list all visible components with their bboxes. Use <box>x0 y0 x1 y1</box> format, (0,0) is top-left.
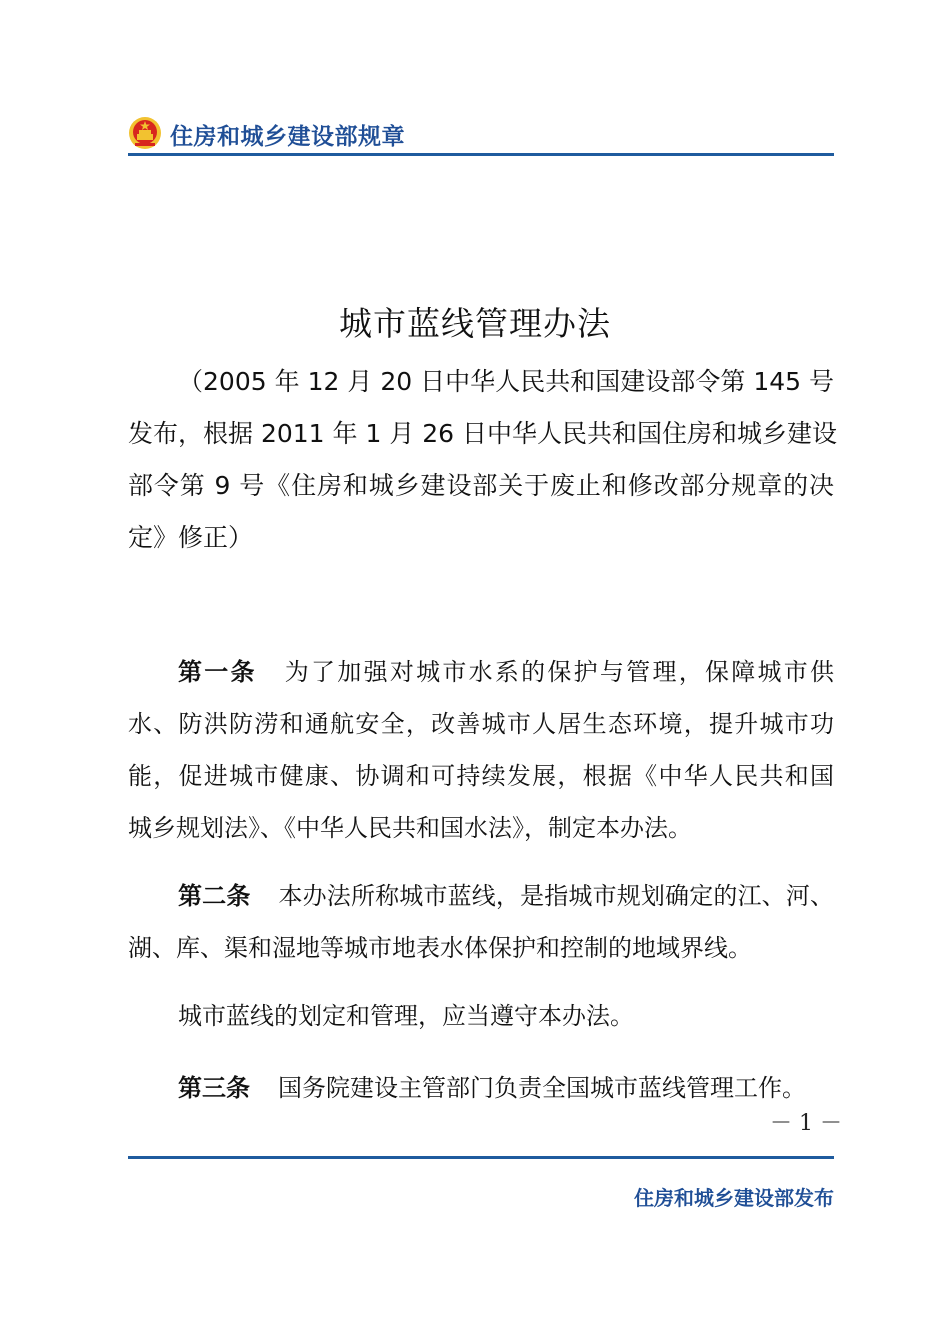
note-line: 发布，根据 2011 年 1 月 26 日中华人民共和国住房和城乡建设 <box>128 419 838 448</box>
header-divider <box>128 153 834 156</box>
paragraph-line <box>128 996 834 1031</box>
article-3-line <box>128 1068 834 1103</box>
header-title: 住房和城乡建设部规章 <box>170 124 405 150</box>
article-label: 第三条 <box>178 1074 250 1102</box>
issuance-note <box>128 356 838 564</box>
article-2-line: 湖、库、渠和湿地等城市地表水体保护和控制的地域界线。 <box>128 934 752 962</box>
note-line: 部令第 9 号《住房和城乡建设部关于废止和修改部分规章的决 <box>128 471 834 500</box>
article-1-line <box>128 652 834 687</box>
article-text: 本办法所称城市蓝线，是指城市规划确定的江、河、 <box>278 882 835 910</box>
paragraph-text: 城市蓝线的划定和管理，应当遵守本办法。 <box>178 1002 634 1030</box>
article-label: 第二条 <box>178 882 251 910</box>
note-line: 定》修正） <box>128 523 254 552</box>
page-header <box>128 112 834 158</box>
article-1-line: 城乡规划法》、《中华人民共和国水法》，制定本办法。 <box>128 814 692 842</box>
article-2-line <box>128 876 834 911</box>
article-text: 为了加强对城市水系的保护与管理，保障城市供 <box>284 658 835 686</box>
article-text: 国务院建设主管部门负责全国城市蓝线管理工作。 <box>278 1074 806 1102</box>
article-1-line: 水、防洪防涝和通航安全，改善城市人居生态环境，提升城市功 <box>128 710 834 738</box>
article-label: 第一条 <box>178 658 257 686</box>
document-title: 城市蓝线管理办法 <box>339 304 611 343</box>
note-line: （2005 年 12 月 20 日中华人民共和国建设部令第 145 号 <box>178 367 834 396</box>
footer-publisher: 住房和城乡建设部发布 <box>634 1186 834 1210</box>
article-1-line: 能，促进城市健康、协调和可持续发展，根据《中华人民共和国 <box>128 762 834 790</box>
footer-divider <box>128 1156 834 1159</box>
page-number: － 1 － <box>770 1111 842 1136</box>
national-emblem-icon <box>128 116 162 150</box>
